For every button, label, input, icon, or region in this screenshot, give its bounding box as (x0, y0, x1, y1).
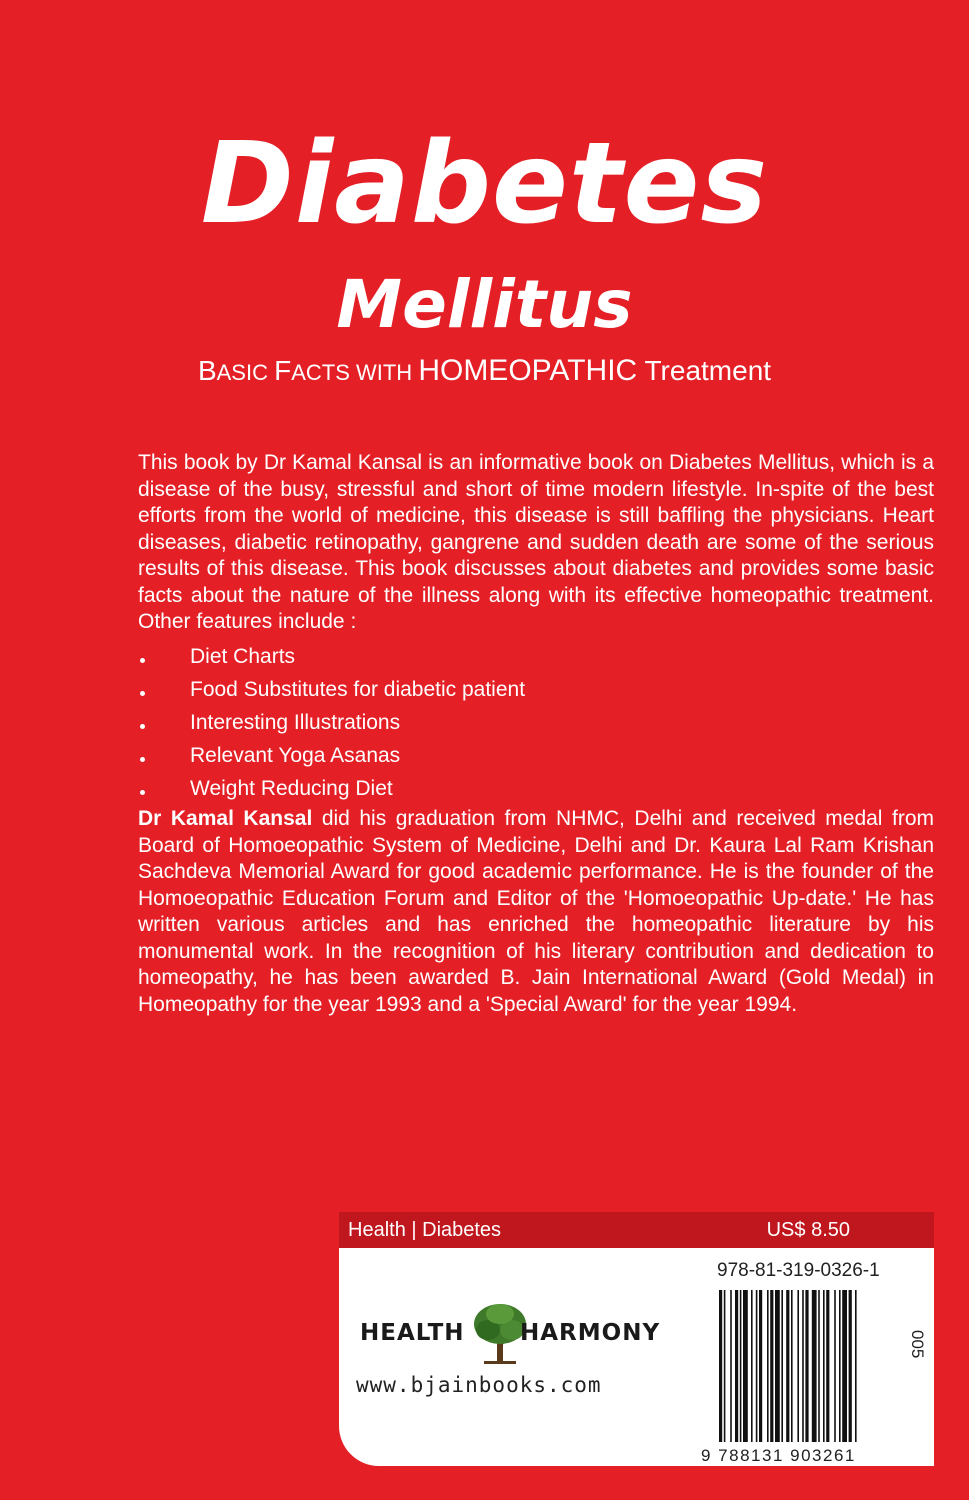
website-url: www.bjainbooks.com (356, 1373, 602, 1397)
price-addon-code: 005 (908, 1330, 927, 1359)
publisher-box (339, 1248, 934, 1466)
author-name: Dr Kamal Kansal (138, 807, 313, 830)
category-bar (339, 1212, 934, 1248)
brand-right-text: HARMONY (520, 1320, 661, 1346)
list-item: Weight Reducing Diet (138, 772, 525, 805)
list-item: Diet Charts (138, 640, 525, 673)
features-list (138, 640, 525, 805)
price-label: US$ 8.50 (766, 1219, 850, 1241)
barcode-digits: 9 788131 903261 (701, 1446, 856, 1465)
list-item: Interesting Illustrations (138, 706, 525, 739)
barcode-icon (717, 1290, 892, 1442)
title-line-2: Mellitus (336, 266, 633, 343)
isbn-number: 978-81-319-0326-1 (717, 1260, 880, 1281)
price-panel (339, 1212, 934, 1466)
title-line-1: Diabetes (200, 119, 769, 249)
brand-left-text: HEALTH (360, 1320, 465, 1346)
author-bio-text: did his graduation from NHMC, Delhi and received medal from Board of Homoeopathic System of Medicine, Delhi and Dr. Kaura Lal Ram Krishan Sachdeva Memorial Award for good academic performance. He is the founder of the Homoeopathic Education Forum and Editor of the 'Homoeopathic Up-date.' He has written various articles and has enriched the homeopathic literature by his monumental work. In the recognition of his literary contribution and dedication to homeopathy, he has been awarded B. Jain International Award (Gold Medal) in Homeopathy for the year 1993 and a 'Special Award' for the year 1994. (138, 807, 934, 1016)
author-bio (138, 806, 934, 1018)
list-item: Food Substitutes for diabetic patient (138, 673, 525, 706)
category-label: Health | Diabetes (348, 1219, 502, 1241)
intro-paragraph: This book by Dr Kamal Kansal is an informative book on Diabetes Mellitus, which is a disease of the busy, stressful and short of time modern lifestyle. In-spite of the best efforts from the world of medicine, this disease is still baffling the physicians. Heart diseases, diabetic retinopathy, gangrene and sudden death are some of the serious results of this disease. This book discusses about diabetes and provides some basic facts about the nature of the illness along with its effective homeopathic treatment. Other features include : (138, 451, 934, 633)
subtitle: BASIC FACTS WITH HOMEOPATHIC Treatment (197, 354, 772, 387)
list-item: Relevant Yoga Asanas (138, 739, 525, 772)
